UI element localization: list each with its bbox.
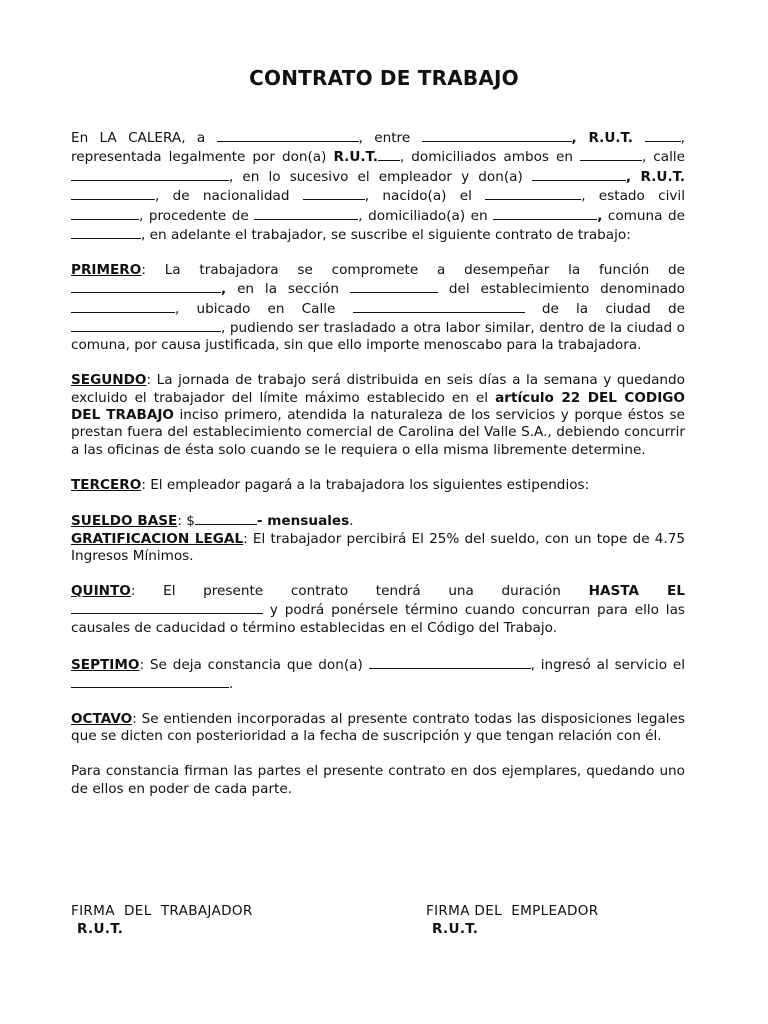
intro-text: , de nacionalidad [155,188,303,205]
clause-label: GRATIFICACION LEGAL [71,530,244,547]
worker-rut-label: R.U.T. [77,921,124,937]
start-date-blank [71,674,229,688]
intro-text: , calle [641,149,685,166]
clause-quinto [71,583,685,637]
intro-text: , representada legalmente por don(a) [71,130,685,166]
clause-tercero [71,477,685,494]
origin-blank [254,206,358,220]
clause-text: en la sección [226,281,350,298]
clause-text: : El presente contrato tendrá una duración [130,583,589,600]
employer-blank [422,128,572,142]
intro-paragraph [71,128,685,244]
worker-blank [532,167,626,181]
clause-text: , [221,281,227,298]
civil-status-blank [71,206,139,220]
clause-text: : $ [177,513,195,530]
intro-text: , en lo sucesivo el empleador y don(a) [229,168,532,185]
section-blank [350,279,438,293]
salary-line [71,511,685,530]
rut-blank [645,128,681,142]
salary-blank [195,511,257,525]
clause-label: SEGUNDO [71,372,147,389]
clause-text: , ubicado en Calle [175,300,353,317]
clause-text: : El empleador pagará a la trabajadora los siguientes estipendios: [141,476,590,493]
clause-text: , ingresó al servicio el [530,656,685,673]
rut-label: , R.U.T. [625,168,686,185]
clause-text: inciso primero, atendida la naturaleza de los servicios y porque éstos se prestan fuera del establecimiento comercial de Carolina del Valle S.A., debiendo concurrir a las oficinas de ésta solo cuando se le requiera o ella misma libremente determine. [71,407,685,458]
clause-segundo [71,372,685,459]
clause-primero [71,262,685,355]
intro-text: , estado civil [581,188,685,205]
intro-text: , en adelante el trabajador, se suscribe el siguiente contrato de trabajo: [141,227,631,244]
street-blank [71,167,229,181]
rut-label: R.U.T. [333,149,378,166]
intro-text: , domiciliados ambos en [399,149,580,166]
city-blank [71,318,221,332]
clause-text: del establecimiento denominado [437,281,685,298]
intro-text: , procedente de [139,207,255,224]
rut-label: , R.U.T. [571,130,645,146]
intro-text: En LA CALERA, a [71,130,217,146]
birthdate-blank [485,186,581,200]
employer-rut-label: R.U.T. [432,921,479,937]
document-title: CONTRATO DE TRABAJO [249,66,519,90]
worker-name-blank [369,655,531,669]
clause-emphasis: artículo 22 DEL CODIGO DEL TRABAJO [71,389,685,424]
clause-label: SEPTIMO [71,656,140,673]
function-blank [71,279,221,293]
clause-text: y podrá ponérsele término cuando concurran para ello las causales de caducidad o término establecidas en el Código del Trabajo. [71,602,685,636]
clause-text: , pudiendo ser trasladado a otra labor similar, dentro de la ciudad o comuna, por causa justificada, sin que ello importe menoscabo para la trabajadora. [71,320,685,354]
clause-text: . [349,513,354,530]
clause-septimo [71,655,685,694]
date-blank [217,128,359,142]
clause-label: SUELDO BASE [71,513,178,530]
clause-text: . [229,676,234,693]
intro-text: comuna de [602,207,686,224]
commune-blank [71,225,141,239]
address-blank [493,206,597,220]
worker-signature [71,902,253,938]
intro-text: , entre [358,130,422,146]
worker-signature-label: FIRMA DEL TRABAJADOR [71,903,253,919]
clause-label: TERCERO [71,476,142,493]
intro-text: , domiciliado(a) en [358,207,494,224]
street-blank [353,299,525,313]
rut-blank [378,147,400,161]
clause-octavo [71,711,685,746]
clause-text: : El trabajador percibirá El 25% del sueldo, con un tope de 4.75 Ingresos Mínimos. [71,530,686,565]
end-date-blank [71,600,263,614]
clause-emphasis: HASTA EL [588,583,686,600]
contract-body [71,128,685,815]
clause-text: : La jornada de trabajo será distribuida en seis días a la semana y quedando excluido el trabajador del límite máximo establecido en el [71,372,685,406]
clause-text: de la ciudad de [524,300,685,317]
clause-label: PRIMERO [71,261,142,278]
employer-signature-label: FIRMA DEL EMPLEADOR [426,903,599,919]
closing-paragraph: Para constancia firman las partes el presente contrato en dos ejemplares, quedando uno de ellos en poder de cada parte. [71,763,685,797]
clause-emphasis: - mensuales [256,513,350,530]
establishment-blank [71,299,175,313]
employer-signature [426,902,598,938]
clause-text: : Se deja constancia que don(a) [139,656,369,673]
clause-label: QUINTO [71,583,131,600]
city-blank [580,147,642,161]
intro-text: , nacido(a) el [364,188,486,205]
rut-blank [71,186,155,200]
clause-text: : Se entienden incorporadas al presente contrato todas las disposiciones legales que se dicten con posterioridad a la fecha de suscripción y que tengan relación con él. [71,710,685,745]
nationality-blank [303,186,365,200]
intro-text: , [597,207,603,224]
clause-label: OCTAVO [71,710,133,727]
gratification-line [71,531,685,566]
clause-text: : La trabajadora se compromete a desempeñar la función de [141,261,685,278]
